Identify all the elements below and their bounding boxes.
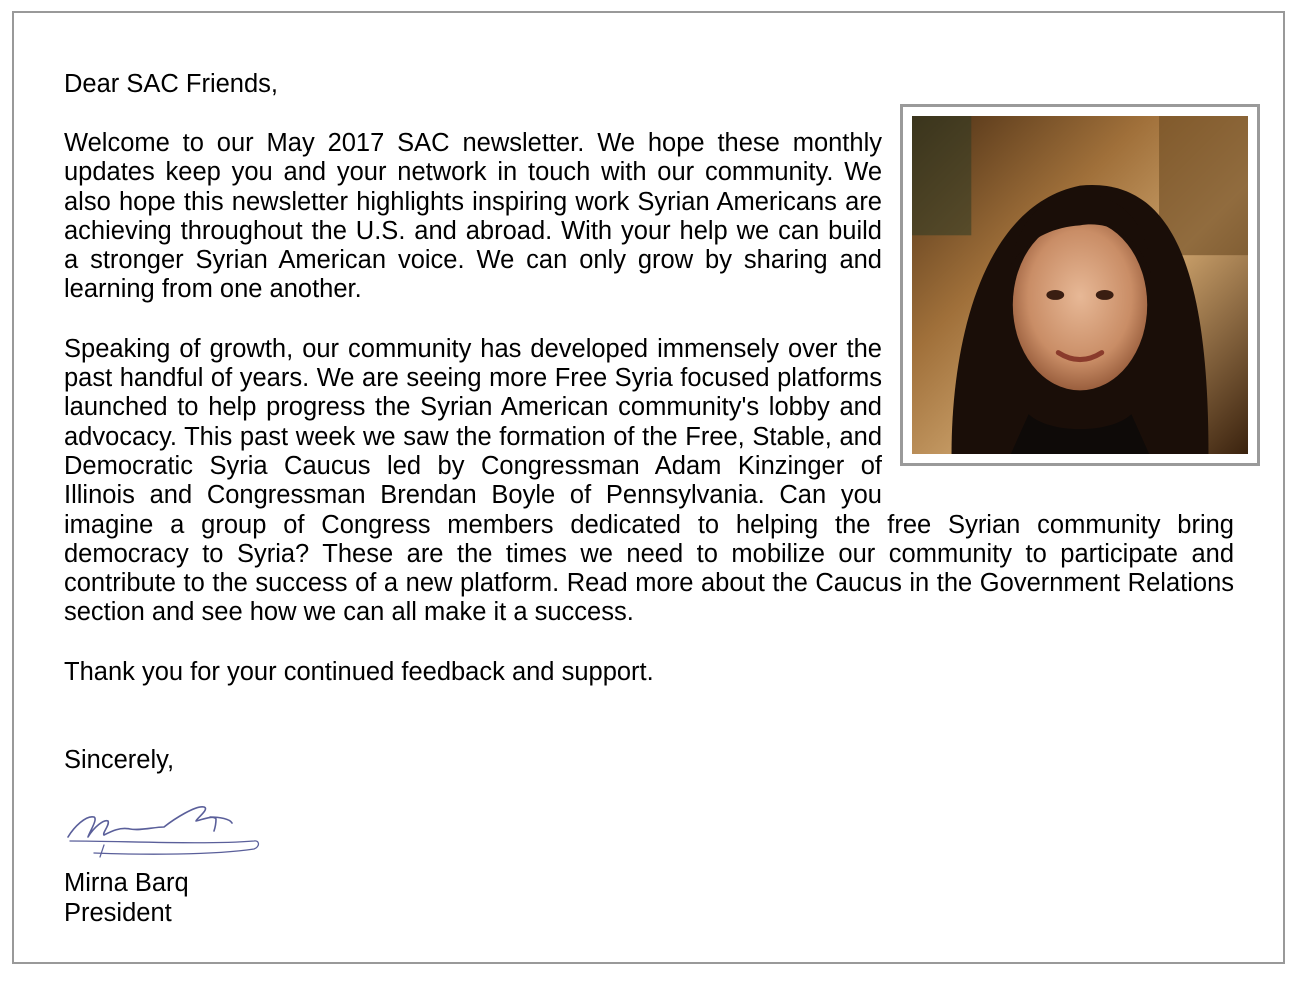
signer-title: President [64, 898, 172, 927]
signer-name: Mirna Barq [64, 869, 189, 898]
paragraph-thanks: Thank you for your continued feedback and support. [64, 657, 654, 686]
paragraph-growth: Speaking of growth, our community has developed immensely over the past handful of years. We are seeing more Free Syria focused platforms launched to help progress the Syrian American community's lobby and advocacy. This past week we saw the formation of the Free, Stable, and Democratic Syria Caucus led by Congressman Adam Kinzinger of Illinois and Congressman Brendan Boyle of Pennsylvania. Can you imagine a group of Congress members dedicated to helping the free Syrian community bring democracy to Syria? These are the times we need to mobilize our community to participate and contribute to the success of a new platform. Read more about the Caucus in the Government Relations section and see how we can all make it a success. [64, 334, 1234, 627]
paragraph-welcome: Welcome to our May 2017 SAC newsletter. We hope these monthly updates keep you and your network in touch with our community. We also hope this newsletter highlights inspiring work Syrian Americans are achieving throughout the U.S. and abroad. With your help we can build a stronger Syrian American voice. We can only grow by sharing and learning from one another. [64, 129, 882, 304]
greeting: Dear SAC Friends, [64, 70, 278, 98]
portrait-photo-icon [912, 116, 1248, 454]
handwritten-signature [64, 797, 264, 859]
letter-frame [12, 11, 1285, 964]
portrait-photo-frame [900, 104, 1260, 466]
portrait-photo [912, 116, 1248, 454]
closing: Sincerely, [64, 746, 175, 775]
letter-body [64, 70, 1234, 928]
